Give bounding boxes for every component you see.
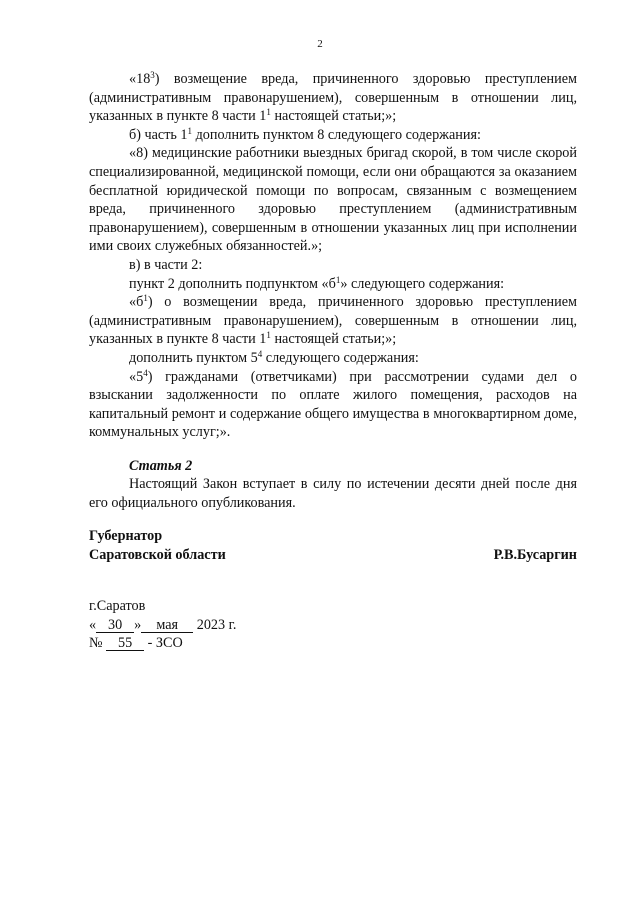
paragraph-text: пункт 2 дополнить подпунктом «б — [129, 275, 336, 292]
paragraph-text: дополнить пунктом 8 следующего содержания: — [192, 126, 481, 143]
superscript: 3 — [150, 70, 155, 80]
date-quote-open: « — [89, 616, 97, 633]
signature-title-line-1: Губернатор — [89, 528, 163, 544]
paragraph-text: «18 — [129, 71, 151, 87]
number-sign: № — [89, 635, 103, 651]
signatory-name: Р.В.Бусаргин — [493, 547, 577, 563]
signature-title-line-2: Саратовской области — [89, 547, 226, 563]
paragraph-text: ) о возмещении вреда, причиненного здоровью преступлением (административным правонарушением), совершенным в отношении лиц, указанных в пункте 8 части 1 — [89, 294, 577, 348]
superscript: 1 — [335, 274, 341, 285]
superscript: 1 — [187, 125, 193, 136]
paragraph-1 — [89, 70, 577, 126]
signature-block — [89, 527, 577, 565]
article-title: Статья 2 — [129, 457, 193, 474]
date-month: мая — [141, 618, 193, 633]
paragraph-text: настоящей статьи;»; — [270, 331, 397, 348]
superscript: 4 — [143, 367, 148, 378]
paragraph-8 — [89, 368, 577, 442]
superscript: 1 — [143, 293, 148, 304]
paragraph-5 — [89, 275, 577, 294]
paragraph-3: «8) медицинские работники выездных бригад скорой, в том числе скорой специализированной, медицинской помощи, если они обращаются за оказанием бесплатной юридической помощи по вопросам, связанным с возмещением вреда, причиненного здоровью преступлением (административным правонарушением), совершенным в отношении указанных лиц при исполнении ими своих служебных обязанностей.»; — [89, 145, 577, 255]
paragraph-text: ) гражданами (ответчиками) при рассмотрении судами дел о взыскании задолженности по оплате жилого помещения, расходов на капитальный ремонт и содержание общего имущества в многоквартирном доме, коммунальных услуг;». — [89, 368, 577, 441]
superscript: 1 — [266, 330, 271, 341]
number-line — [89, 634, 236, 653]
paragraph-6 — [89, 293, 577, 349]
paragraph-text: дополнить пунктом 5 — [129, 349, 258, 366]
paragraph-7 — [89, 349, 577, 368]
signature-row — [89, 546, 577, 565]
date-line — [89, 616, 236, 635]
date-day: 30 — [96, 618, 134, 633]
number-suffix: - ЗСО — [147, 635, 183, 651]
paragraph-text: ) возмещение вреда, причиненного здоровью преступлением (административным правонарушением), совершенным в отношении лиц, указанных в пункте 8 части 1 — [89, 71, 577, 125]
superscript: 4 — [257, 348, 263, 359]
paragraph-text: «б — [129, 294, 144, 311]
paragraph-text: следующего содержания: — [262, 349, 419, 366]
date-quote-close: » — [134, 616, 142, 633]
paragraph-text: «5 — [129, 368, 144, 385]
paragraph-2 — [89, 126, 577, 145]
city: г.Саратов — [89, 598, 146, 614]
paragraph-text: б) часть 1 — [129, 126, 188, 143]
date-year: 2023 г. — [196, 616, 237, 633]
document-footer — [89, 597, 236, 653]
document-body — [89, 70, 577, 513]
article-text: Настоящий Закон вступает в силу по истечении десяти дней после дня его официального опубликования. — [89, 476, 577, 512]
paragraph-text: » следующего содержания: — [340, 275, 505, 292]
paragraph-text: настоящей статьи;»; — [270, 108, 397, 125]
superscript: 1 — [266, 107, 271, 118]
paragraph-4: в) в части 2: — [129, 256, 203, 273]
document-number: 55 — [106, 636, 144, 651]
page-number: 2 — [317, 38, 323, 50]
